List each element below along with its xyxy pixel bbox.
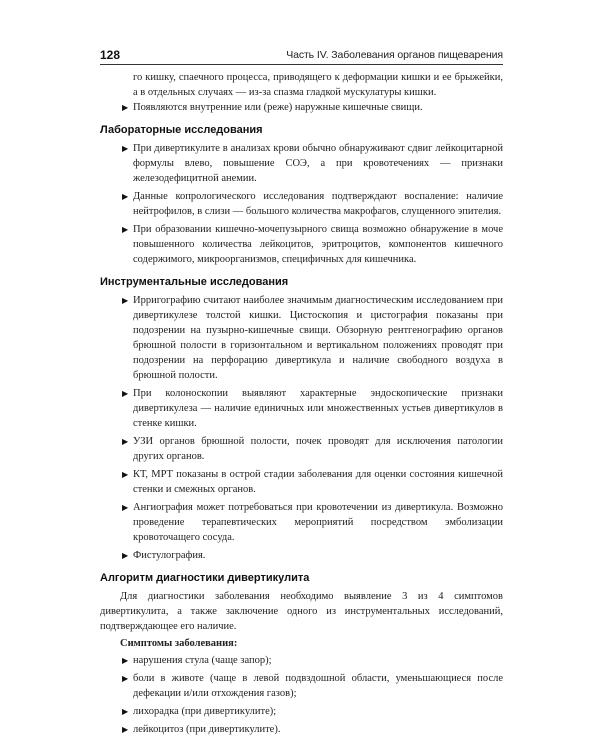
list-item — [100, 189, 503, 219]
list-item — [100, 704, 503, 719]
lab-list — [100, 141, 503, 267]
list-item-text: Ирригографию считают наиболее значимым диагностическим исследованием при дивертикулезе толстой кишки. Цистоскопия и цистография показаны при подозрении на пузырно-кишечные свищи. Обзорную рентгенографию органов брюшной полости в горизонтальном и вертикальном положениях проводят при подозрении на перфорацию дивертикула и наличие свободного воздуха в брюшной полости. — [133, 295, 503, 381]
list-item-text: Данные копрологического исследования подтверждают воспаление: наличие нейтрофилов, в слизи — большого количества макрофагов, слущенного эпителия. — [133, 191, 503, 217]
instrumental-list — [100, 293, 503, 563]
list-item — [100, 722, 503, 737]
list-item — [100, 141, 503, 186]
bullet-marker-icon: ▶ — [122, 551, 129, 560]
continued-list — [100, 100, 503, 115]
list-item-text: При дивертикулите в анализах крови обычно обнаруживают сдвиг лейкоцитарной формулы влево, повышение СОЭ, а при кровотечениях — признаки железодефицитной анемии. — [133, 143, 503, 184]
list-item — [100, 467, 503, 497]
symptoms-subheading: Симптомы заболевания: — [120, 638, 238, 649]
bullet-marker-icon: ▶ — [122, 437, 129, 446]
list-item-text: При колоноскопии выявляют характерные эндоскопические признаки дивертикулеза — наличие единичных или множественных устьев дивертикулов в стенке кишки. — [133, 388, 503, 429]
bullet-marker-icon: ▶ — [122, 103, 129, 112]
running-header — [100, 48, 503, 64]
section-heading-algorithm: Алгоритм диагностики дивертикулита — [100, 572, 310, 584]
bullet-marker-icon: ▶ — [122, 192, 129, 201]
bullet-marker-icon: ▶ — [122, 725, 129, 734]
page-body — [100, 70, 503, 740]
algorithm-intro: Для диагностики заболевания необходимо выявление 3 из 4 симптомов дивертикулита, а также заключение одного из инструментальных исследований, подтверждающее его наличие. — [100, 591, 503, 632]
list-item-text: Появляются внутренние или (реже) наружные кишечные свищи. — [133, 102, 423, 113]
bullet-marker-icon: ▶ — [122, 707, 129, 716]
list-item — [100, 222, 503, 267]
bullet-marker-icon: ▶ — [122, 674, 129, 683]
list-item — [100, 100, 503, 115]
section-heading-instrumental: Инструментальные исследования — [100, 276, 289, 288]
section-heading-lab: Лабораторные исследования — [100, 124, 263, 136]
list-item — [100, 653, 503, 668]
list-item-text: КТ, МРТ показаны в острой стадии заболевания для оценки состояния кишечной стенки и смежных органов. — [133, 469, 503, 495]
list-item — [100, 434, 503, 464]
bullet-marker-icon: ▶ — [122, 389, 129, 398]
bullet-marker-icon: ▶ — [122, 656, 129, 665]
bullet-marker-icon: ▶ — [122, 296, 129, 305]
list-item-text: Фистулография. — [133, 550, 206, 561]
list-item-text: При образовании кишечно-мочепузырного свища возможно обнаружение в моче повышенного количества лейкоцитов, эритроцитов, компонентов кишечного содержимого, микроорганизмов, специфичных для кишечника. — [133, 224, 503, 265]
list-item — [100, 386, 503, 431]
list-item-text: лихорадка (при дивертикулите); — [133, 706, 277, 717]
list-item-text: нарушения стула (чаще запор); — [133, 655, 272, 666]
bullet-marker-icon: ▶ — [122, 225, 129, 234]
continued-paragraph: го кишку, спаечного процесса, приводящего к деформации кишки и ее брыжейки, а в отдельных случаях — из-за спазма гладкой мускулатуры кишки. — [133, 72, 503, 98]
list-item-text: лейкоцитоз (при дивертикулите). — [133, 724, 281, 735]
header-rule — [100, 64, 503, 65]
bullet-marker-icon: ▶ — [122, 144, 129, 153]
list-item-text: боли в животе (чаще в левой подвздошной области, уменьшающиеся после дефекации и/или отхождения газов); — [133, 673, 503, 699]
list-item — [100, 548, 503, 563]
list-item — [100, 293, 503, 383]
page-number: 128 — [100, 48, 121, 62]
list-item — [100, 500, 503, 545]
running-title: Часть IV. Заболевания органов пищеварения — [286, 49, 503, 61]
list-item — [100, 671, 503, 701]
symptoms-list — [100, 653, 503, 737]
bullet-marker-icon: ▶ — [122, 470, 129, 479]
bullet-marker-icon: ▶ — [122, 503, 129, 512]
list-item-text: УЗИ органов брюшной полости, почек проводят для исключения патологии других органов. — [133, 436, 503, 462]
list-item-text: Ангиография может потребоваться при кровотечении из дивертикула. Возможно проведение терапевтических мероприятий посредством эмболизации кровоточащего сосуда. — [133, 502, 503, 543]
